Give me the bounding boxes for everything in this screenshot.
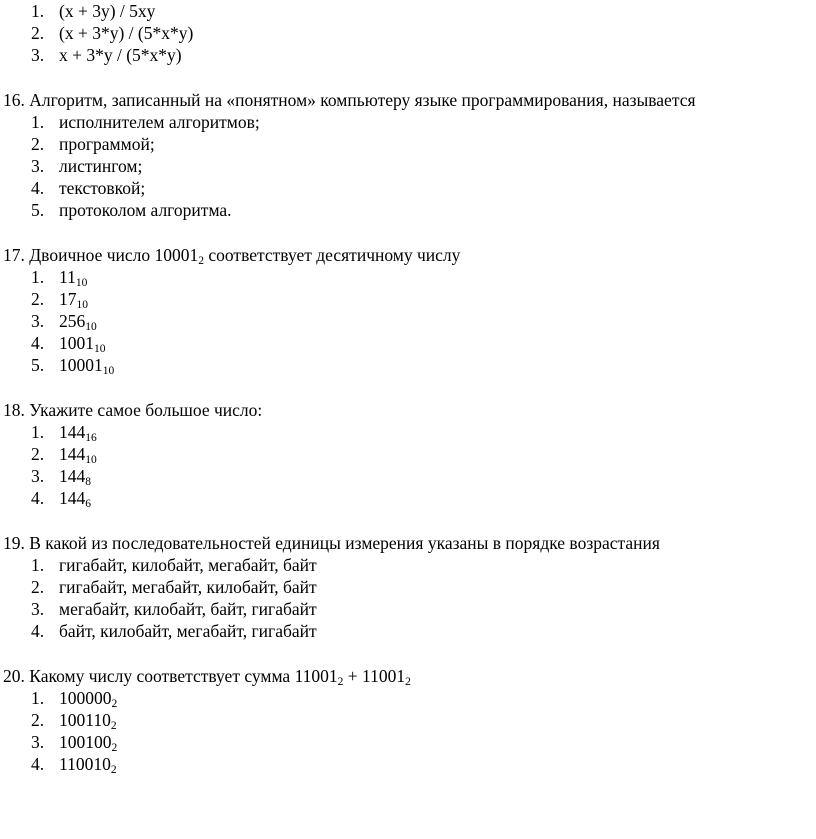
q16-option-3: 3. листингом;	[31, 156, 143, 176]
q15-option-3: 3. x + 3*y / (5*x*y)	[31, 45, 182, 65]
q15-option-1: 1. (x + 3y) / 5xy	[31, 1, 156, 21]
q18-option-4: 4. $144_6$	[31, 488, 91, 510]
q16-option-1: 1. исполнителем алгоритмов;	[31, 112, 260, 132]
q17-option-4: 4. $1001_{10}$	[31, 333, 106, 355]
q16-option-4: 4. текстовкой;	[31, 178, 146, 198]
q17-option-5: 5. $10001_{10}$	[31, 355, 115, 377]
q16-question: 16. Алгоритм, записанный на «понятном» компьютеру языке программирования, называется	[3, 90, 696, 110]
q19-option-3: 3. мегабайт, килобайт, байт, гигабайт	[31, 599, 317, 619]
q16-option-2: 2. программой;	[31, 134, 155, 154]
q20-question: 20. Какому числу соответствует сумма $11001_2 + 11001_2$	[3, 666, 411, 688]
q18-option-2: 2. $144_{10}$	[31, 444, 97, 466]
q18-option-3: 3. $144_8$	[31, 466, 91, 488]
q15-option-2: 2. (x + 3*y) / (5*x*y)	[31, 23, 194, 43]
q17-option-3: 3. $256_{10}$	[31, 311, 97, 333]
q20-option-4: 4. $110010_2$	[31, 754, 117, 776]
q18-question: 18. Укажите самое большое число:	[3, 400, 263, 420]
q17-option-1: 1. $11_{10}$	[31, 267, 88, 289]
q16-option-5: 5. протоколом алгоритма.	[31, 200, 232, 220]
q20-option-2: 2. $100110_2$	[31, 710, 117, 732]
q19-option-4: 4. байт, килобайт, мегабайт, гигабайт	[31, 621, 317, 641]
q19-question: 19. В какой из последовательностей единицы измерения указаны в порядке возрастания	[3, 533, 660, 553]
q17-question: 17. Двоичное число $10001_2$ соответствует десятичному числу	[3, 245, 461, 267]
q18-option-1: 1. $144_{16}$	[31, 422, 97, 444]
q19-option-2: 2. гигабайт, мегабайт, килобайт, байт	[31, 577, 317, 597]
q20-option-1: 1. $100000_2$	[31, 688, 118, 710]
q20-option-3: 3. $100100_2$	[31, 732, 118, 754]
q19-option-1: 1. гигабайт, килобайт, мегабайт, байт	[31, 555, 317, 575]
q17-option-2: 2. $17_{10}$	[31, 289, 88, 311]
